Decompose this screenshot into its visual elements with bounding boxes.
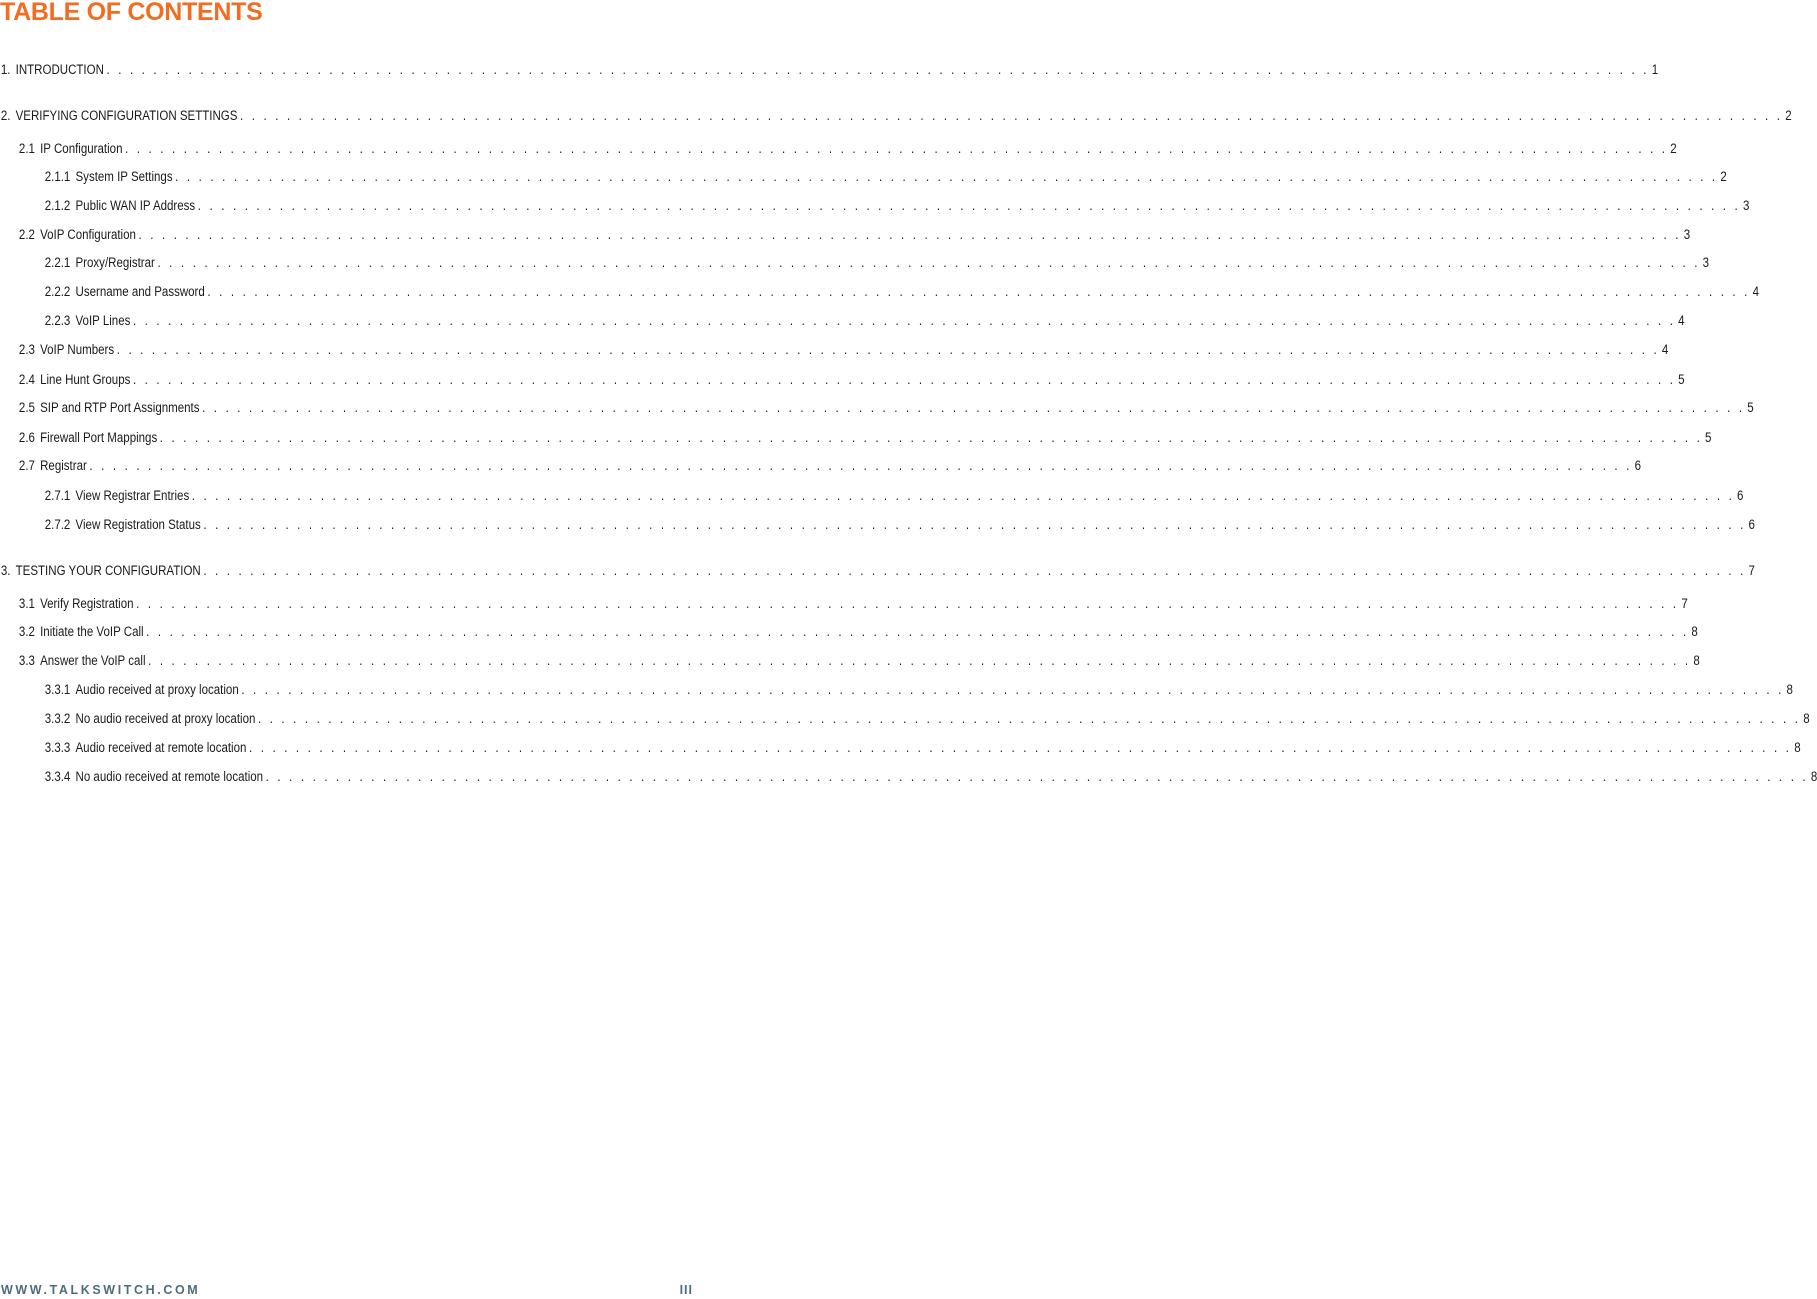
toc-entry[interactable] bbox=[0, 738, 1801, 758]
toc-entry-label: VoIP Numbers bbox=[40, 342, 115, 357]
toc-entry-page: 3 bbox=[1742, 198, 1750, 213]
toc-entry-label: VoIP Lines bbox=[75, 313, 131, 328]
toc-entry-page: 3 bbox=[1702, 255, 1710, 270]
toc-entry-page: 3 bbox=[1683, 227, 1691, 242]
dot-leader bbox=[117, 340, 1660, 360]
toc-entry-label: Answer the VoIP call bbox=[40, 653, 146, 668]
toc-entry-label: VoIP Configuration bbox=[40, 227, 136, 242]
toc-entry-page: 5 bbox=[1705, 430, 1712, 445]
toc-entry-page: 8 bbox=[1691, 624, 1698, 639]
toc-entry-number: 2.2.3 bbox=[44, 313, 71, 328]
dot-leader bbox=[133, 370, 1676, 390]
toc-entry[interactable] bbox=[0, 398, 1754, 418]
toc-entry-number: 3.3 bbox=[18, 653, 35, 668]
toc-entry-number: 3.2 bbox=[18, 624, 35, 639]
toc-entry[interactable] bbox=[0, 139, 1677, 159]
toc-entry[interactable] bbox=[0, 594, 1688, 614]
dot-leader bbox=[203, 515, 1746, 535]
toc-entry[interactable] bbox=[0, 225, 1691, 245]
dot-leader bbox=[207, 282, 1750, 302]
toc-entry-number: 2.1 bbox=[18, 141, 35, 156]
toc-entry-number: 1. bbox=[0, 62, 11, 77]
dot-leader bbox=[241, 680, 1784, 700]
toc-entry-page: 8 bbox=[1786, 682, 1793, 697]
toc-entry-number: 2.3 bbox=[18, 342, 35, 357]
dot-leader bbox=[192, 486, 1735, 506]
toc-entry[interactable] bbox=[0, 680, 1793, 700]
toc-entry[interactable] bbox=[0, 767, 1817, 787]
toc-entry-page: 2 bbox=[1785, 108, 1792, 123]
toc-entry-number: 2.7.2 bbox=[44, 517, 71, 532]
toc-entry[interactable] bbox=[0, 106, 1792, 126]
toc-entry-page: 8 bbox=[1810, 769, 1817, 784]
toc-entry-number: 2.6 bbox=[18, 430, 35, 445]
toc-entry[interactable] bbox=[0, 282, 1760, 302]
toc-entry-label: Verify Registration bbox=[40, 596, 134, 611]
toc-entry-page: 4 bbox=[1752, 284, 1760, 299]
toc-entry[interactable] bbox=[0, 456, 1642, 476]
toc-entry[interactable] bbox=[0, 196, 1750, 216]
toc-entry-label: VERIFYING CONFIGURATION SETTINGS bbox=[15, 108, 238, 123]
toc-entry-label: No audio received at proxy location bbox=[75, 711, 256, 726]
dot-leader bbox=[160, 428, 1703, 448]
footer-page-number: III bbox=[679, 1283, 693, 1297]
toc-entry-label: IP Configuration bbox=[40, 141, 123, 156]
toc-entry-label: SIP and RTP Port Assignments bbox=[40, 400, 200, 415]
dot-leader bbox=[266, 767, 1809, 787]
toc-entry-label: TESTING YOUR CONFIGURATION bbox=[15, 563, 201, 578]
toc-entry-page: 2 bbox=[1720, 169, 1727, 184]
toc-entry[interactable] bbox=[0, 428, 1712, 448]
toc-entry-label: Public WAN IP Address bbox=[75, 198, 196, 213]
toc-entry-label: INTRODUCTION bbox=[15, 62, 104, 77]
toc-entry-page: 6 bbox=[1634, 458, 1642, 473]
toc-entry-page: 8 bbox=[1693, 653, 1700, 668]
toc-entry-label: Firewall Port Mappings bbox=[40, 430, 158, 445]
dot-leader bbox=[106, 60, 1649, 80]
dot-leader bbox=[157, 253, 1700, 273]
toc-entry-label: View Registration Status bbox=[75, 517, 201, 532]
toc-entry-label: View Registrar Entries bbox=[75, 488, 190, 503]
toc-entry-page: 6 bbox=[1748, 517, 1755, 532]
dot-leader bbox=[240, 106, 1783, 126]
toc-entry-number: 2.2 bbox=[18, 227, 35, 242]
page-title: TABLE OF CONTENTS bbox=[0, 0, 263, 26]
toc-entry[interactable] bbox=[0, 515, 1755, 535]
dot-leader bbox=[202, 398, 1745, 418]
toc-entry-page: 4 bbox=[1678, 313, 1685, 328]
dot-leader bbox=[203, 561, 1746, 581]
dot-leader bbox=[258, 709, 1801, 729]
toc-entry-number: 3.3.1 bbox=[44, 682, 71, 697]
toc-entry-label: Registrar bbox=[40, 458, 87, 473]
toc-entry[interactable] bbox=[0, 167, 1727, 187]
toc-entry-label: Audio received at remote location bbox=[75, 740, 247, 755]
toc-entry-page: 5 bbox=[1678, 372, 1685, 387]
toc-entry[interactable] bbox=[0, 340, 1669, 360]
dot-leader bbox=[249, 738, 1792, 758]
toc-entry[interactable] bbox=[0, 651, 1700, 671]
toc-entry-label: Proxy/Registrar bbox=[75, 255, 155, 270]
toc-entry-number: 2.2.1 bbox=[44, 255, 71, 270]
dot-leader bbox=[125, 139, 1668, 159]
toc-entry-page: 7 bbox=[1681, 596, 1688, 611]
toc-entry-label: Line Hunt Groups bbox=[40, 372, 131, 387]
toc-entry-page: 2 bbox=[1670, 141, 1677, 156]
toc-entry-page: 6 bbox=[1737, 488, 1744, 503]
dot-leader bbox=[133, 311, 1676, 331]
dot-leader bbox=[139, 225, 1682, 245]
footer-url: WWW.TALKSWITCH.COM bbox=[1, 1283, 201, 1297]
toc-entry[interactable] bbox=[0, 60, 1659, 80]
toc-entry-page: 8 bbox=[1794, 740, 1801, 755]
dot-leader bbox=[89, 456, 1632, 476]
toc-entry[interactable] bbox=[0, 253, 1710, 273]
toc-entry-page: 1 bbox=[1651, 62, 1659, 77]
toc-entry[interactable] bbox=[0, 311, 1685, 331]
toc-entry[interactable] bbox=[0, 622, 1698, 642]
toc-entry-number: 2.4 bbox=[18, 372, 35, 387]
toc-entry-number: 3. bbox=[0, 563, 11, 578]
toc-entry-label: Username and Password bbox=[75, 284, 205, 299]
toc-entry-number: 2.7 bbox=[18, 458, 35, 473]
dot-leader bbox=[136, 594, 1679, 614]
dot-leader bbox=[198, 196, 1741, 216]
dot-leader bbox=[146, 622, 1689, 642]
toc-entry-number: 2.2.2 bbox=[44, 284, 71, 299]
toc-entry[interactable] bbox=[0, 709, 1810, 729]
toc-entry-page: 4 bbox=[1661, 342, 1669, 357]
toc-entry-label: System IP Settings bbox=[75, 169, 173, 184]
toc-entry-number: 3.1 bbox=[18, 596, 35, 611]
toc-entry-label: Initiate the VoIP Call bbox=[40, 624, 144, 639]
toc-entry-number: 2. bbox=[0, 108, 11, 123]
toc-entry-number: 2.5 bbox=[18, 400, 35, 415]
toc-entry[interactable] bbox=[0, 561, 1755, 581]
toc-entry-label: Audio received at proxy location bbox=[75, 682, 239, 697]
toc-entry-number: 2.1.1 bbox=[44, 169, 71, 184]
toc-entry-number: 2.7.1 bbox=[44, 488, 71, 503]
toc-entry[interactable] bbox=[0, 486, 1744, 506]
toc-entry[interactable] bbox=[0, 370, 1685, 390]
toc-entry-number: 2.1.2 bbox=[44, 198, 71, 213]
toc-entry-page: 5 bbox=[1747, 400, 1754, 415]
toc-entry-page: 7 bbox=[1748, 563, 1755, 578]
toc-entry-page: 8 bbox=[1803, 711, 1810, 726]
toc-entry-number: 3.3.2 bbox=[44, 711, 71, 726]
toc-entry-label: No audio received at remote location bbox=[75, 769, 264, 784]
dot-leader bbox=[148, 651, 1691, 671]
toc-entry-number: 3.3.4 bbox=[44, 769, 71, 784]
toc-entry-number: 3.3.3 bbox=[44, 740, 71, 755]
dot-leader bbox=[175, 167, 1718, 187]
